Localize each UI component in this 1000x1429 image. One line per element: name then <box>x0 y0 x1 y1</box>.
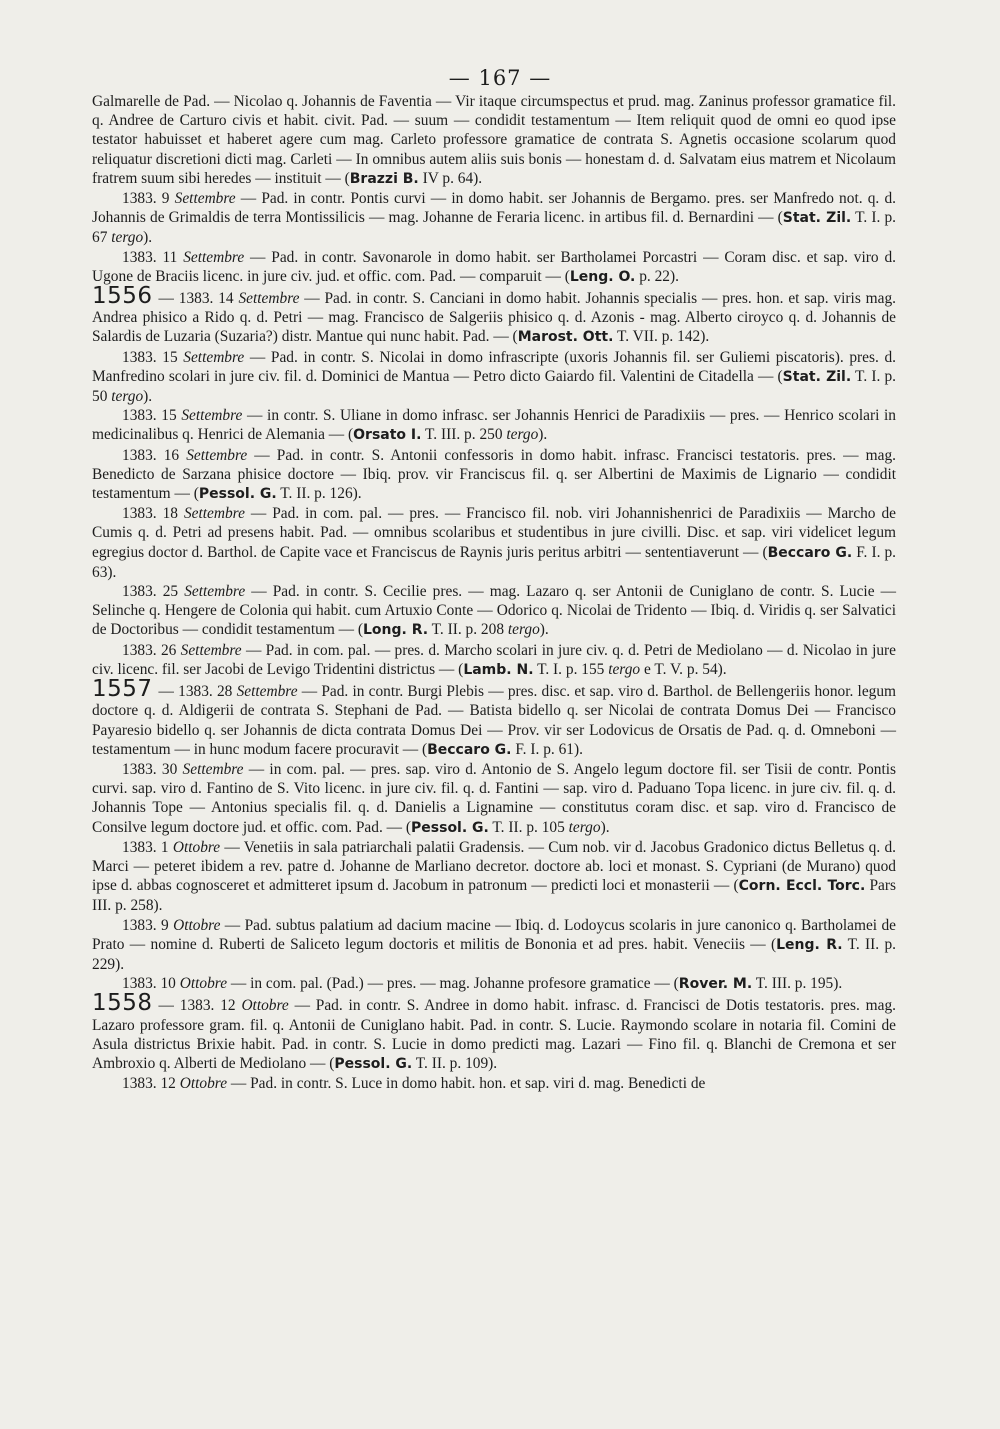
entry-paragraph <box>92 676 897 760</box>
source-reference: Stat. Zil. <box>782 210 852 227</box>
entry-paragraph <box>92 92 896 189</box>
source-reference: Long. R. <box>363 622 429 639</box>
entry-paragraph <box>92 348 896 407</box>
entry-paragraph <box>92 189 896 248</box>
entry-text: 1383. 16 <box>122 446 187 464</box>
entry-paragraph <box>92 446 896 505</box>
entry-text: 1383. 15 <box>122 407 182 425</box>
document-body <box>92 92 896 1093</box>
entry-number: 1557 <box>92 676 153 703</box>
source-reference: Corn. Eccl. Torc. <box>738 878 866 895</box>
source-reference: Rover. M. <box>678 976 753 993</box>
month-name: tergo <box>111 388 144 406</box>
entry-text: F. I. p. 61). <box>511 740 583 758</box>
entry-text: — Pad. in contr. Burgi Plebis — pres. disc. et sap. viro d. Barthol. de Bellengeriis honor. legum doctore q. d. Aldigerii de contrata S. Stephani de Pad. — Batista bidello q. ser Nicolai de contrata Domus Dei — Francisco Payaresio bidello q. ser Johannis de dicta contrata Domus Dei — Prov. vir ser Lodovicus de Orsatis de Pad. q. d. Omneboni — testamentum — in hunc modum facere procuravit — ( <box>92 683 897 758</box>
entry-text: 1383. 1 <box>122 838 173 856</box>
entry-text: Galmarelle de Pad. — Nicolao q. Johannis de Faventia — Vir itaque circumspectus et prud. mag. Zaninus professor gramatice fil. q. Andree de Carturo civis et habit. civit. Pad. — suum — condidit testamentum — Item reliquit quod de omni eo quod ipse testator habuisset et haberet agere cum mag. Carleto professore gramatice de contrata S. Agnetis occasione scolarum quod reliquatur discretioni dicti mag. Carleti — In omnibus autem aliis suis bonis — honestam d. d. Salvatam eius matrem et Nicolaum fratrem suum sibi heredes — instituit — ( <box>92 93 896 187</box>
entry-text: T. II. p. 229). <box>92 935 896 973</box>
entry-text: — Pad. in contr. Savonarole in domo habit. ser Bartholamei Porcastri — Coram disc. et sap. viro d. Ugone de Braciis licenc. in jure civ. jud. et offic. com. Pad. — comparuit — ( <box>92 248 896 285</box>
entry-text: — Pad. in contr. S. Antonii confessoris in domo habit. infrasc. Francisci testatoris. pres. — mag. Benedicto de Sarzana phisice doctore — Ibiq. prov. vir Franciscus fil. q. ser Albertini de Maximis de Lignario — condidit testamentum — ( <box>92 446 897 503</box>
month-name: Settembre <box>181 407 243 425</box>
source-reference: Lamb. N. <box>463 661 534 678</box>
month-name: Settembre <box>236 683 298 701</box>
entry-text: T. VII. p. 142). <box>613 328 710 346</box>
entry-number: 1556 <box>92 283 153 310</box>
entry-text: ). <box>600 818 610 836</box>
entry-text: T. II. p. 105 <box>488 818 569 836</box>
entry-text: 1383. 18 <box>122 505 184 523</box>
month-name: Ottobre <box>179 975 228 993</box>
entry-text: T. II. p. 208 <box>428 621 508 639</box>
entry-paragraph <box>92 760 896 838</box>
entry-text: — Venetiis in sala patriarchali palatii Gradensis. — Cum nob. vir d. Jacobus Gradonico dictus Belletus q. d. Marci — peteret ibidem a rev. patre d. Johanne de Marliano decretor. doctore ab. loci et monast. S. Cypriani (de Murano) quod ipse d. abbas cognosceret et admitteret ipsum d. Jacobum in patronum — predicti loci et monasterii — ( <box>92 838 896 895</box>
entry-paragraph <box>92 406 896 445</box>
entry-text: T. I. p. 50 <box>92 367 896 406</box>
source-reference: Pessol. G. <box>334 1055 413 1072</box>
entry-text: — in com. pal. — pres. sap. viro d. Antonio de S. Angelo legum doctore fil. ser Tisii de contr. Pontis curvi. sap. viro d. Fantino de S. Vito licenc. in jure civ. fil. q. d. Fantini — sap. viro d. Paduano Topa licenc. in jure civ. fil. q. d. Johannis Tope — Antonius specialis fil. q. d. Danielis a Lignamine — constitutus coram disc. et sap. viro d. Francisco de Consilve legum doctore jud. et offic. com. Pad. — ( <box>92 760 896 836</box>
entry-text: e T. V. p. 54). <box>640 660 727 678</box>
entry-text: — Pad. in com. pal. — pres. — Francisco fil. nob. viri Johannishenrici de Paradixiis — Marcho de Cumis q. d. Petri ad presens habit. Pad. — omnibus scolaribus et studentibus in jure civilli. Disc. et sap. viri videlicet legum egregius doctor d. Barthol. de Capite vace et Franciscus de Raynis juris peritus arbitri — sententiaverunt — ( <box>92 505 896 561</box>
entry-text: 1383. 12 <box>122 1075 180 1093</box>
entry-text: 1383. 25 <box>122 583 185 601</box>
month-name: tergo <box>507 621 540 639</box>
page-number: — 167 — <box>448 66 552 90</box>
source-reference: Pessol. G. <box>411 819 489 836</box>
source-reference: Leng. O. <box>569 268 636 285</box>
entry-text: ). <box>143 388 153 406</box>
entry-text: ). <box>539 621 549 639</box>
entry-text: T. II. p. 109). <box>412 1054 498 1072</box>
entry-text: 1383. 15 <box>122 348 184 366</box>
entry-text: p. 22). <box>635 267 679 285</box>
entry-text: ). <box>143 229 153 247</box>
month-name: tergo <box>568 818 601 836</box>
entry-paragraph <box>92 248 896 287</box>
month-name: Settembre <box>182 760 244 778</box>
entry-text: 1383. 11 <box>122 248 184 266</box>
source-reference: Marost. Ott. <box>517 329 614 346</box>
entry-text: 1383. 9 <box>122 916 174 934</box>
entry-text: T. I. p. 155 <box>533 660 609 678</box>
entry-text: T. III. p. 250 <box>421 426 507 444</box>
month-name: Settembre <box>183 505 245 523</box>
entry-text: — Pad. subtus palatium ad dacium macine — Ibiq. d. Lodoycus scolaris in jure canonico q. Bartholamei de Prato — nomine d. Ruberti de Saliceto legum doctoris et militis de Bononia et ad pres. habit. Veneciis — ( <box>92 916 896 953</box>
entry-text: 1383. 30 <box>122 760 183 778</box>
month-name: Settembre <box>238 290 300 308</box>
entry-text: IV p. 64). <box>418 169 483 187</box>
entry-text: ). <box>538 426 548 444</box>
entry-text: F. I. p. 63). <box>92 543 896 581</box>
entry-text: — Pad. in contr. S. Luce in domo habit. hon. et sap. viri d. mag. Benedicti de <box>227 1075 706 1093</box>
month-name: tergo <box>608 660 641 678</box>
month-name: tergo <box>111 229 144 247</box>
month-name: Ottobre <box>241 997 289 1015</box>
entry-paragraph <box>92 916 896 975</box>
month-name: Settembre <box>186 446 248 464</box>
entry-text: T. III. p. 195). <box>752 975 843 993</box>
month-name: Settembre <box>183 248 245 266</box>
entry-text: — Pad. in contr. S. Canciani in domo habit. Johannis specialis — pres. hon. et sap. viris mag. Andrea phisico a Rido q. d. Petri — mag. Francisco de Salgeriis phisico q. d. Azonis - mag. Alberto ciroyco q. d. Johannis de Salardis de Luzaria (Suzaria?) distr. Mantue qui nunc habit. Pad. — ( <box>92 290 896 346</box>
entry-paragraph <box>92 990 896 1074</box>
entry-text: — Pad. in contr. Pontis curvi — in domo habit. ser Johannis de Bergamo. pres. ser Manfredo not. q. d. Johannis de Grimaldis de terra Montissilicis — mag. Johanne de Feraria licenc. in artibus fil. d. Bernardini — ( <box>92 190 896 227</box>
entry-text: — in contr. S. Uliane in domo infrasc. ser Johannis Henrici de Paradixiis — pres. — Henrico scolari in medicinalibus q. Henrici de Alemania — ( <box>92 407 896 444</box>
month-name: tergo <box>506 426 539 444</box>
month-name: Ottobre <box>173 916 221 934</box>
entry-text: — 1383. 12 <box>158 997 242 1015</box>
month-name: Ottobre <box>172 838 221 856</box>
month-name: Settembre <box>184 583 246 601</box>
entry-paragraph <box>92 641 896 680</box>
source-reference: Beccaro G. <box>427 741 512 758</box>
entry-text: T. I. p. 67 <box>92 209 896 247</box>
source-reference: Pessol. G. <box>198 486 277 503</box>
source-reference: Brazzi B. <box>349 170 419 187</box>
entry-paragraph <box>92 974 896 994</box>
entry-text: — Pad. in contr. S. Andree in domo habit. infrasc. d. Francisci de Dotis testatoris. pres. mag. Lazaro professore gram. fil. q. Antonii de Cuniglano habit. Pad. in contr. S. Lucie. Raymondo scolare in notaria fil. Comini de Asula districtus Brixie habit. Pad. in contr. S. Lucie in domo predicti mag. Lazari — Fino fil. q. Blanchi de Cremona et ser Ambroxio q. Alberti de Mediolano — ( <box>92 997 896 1072</box>
entry-text: — Pad. in contr. S. Cecilie pres. — mag. Lazaro q. ser Antonii de Cuniglano de contr. S. Lucie — Selinche q. Hengere de Colonia qui habit. cum Artuxio Conte — Odorico q. Nicolai de Tridento — Ibiq. d. Viridis q. ser Salvatici de Doctoribus — condidit testamentum — ( <box>92 583 897 639</box>
month-name: Settembre <box>183 348 245 366</box>
entry-text: — 1383. 14 <box>158 290 239 308</box>
entry-paragraph <box>92 1074 896 1093</box>
entry-text: 1383. 10 <box>122 975 180 993</box>
entry-paragraph <box>92 582 896 641</box>
month-name: Settembre <box>180 641 242 659</box>
entry-number: 1558 <box>92 990 153 1017</box>
entry-text: 1383. 9 <box>122 190 175 208</box>
month-name: Ottobre <box>179 1075 228 1093</box>
entry-text: 1383. 26 <box>122 641 181 659</box>
source-reference: Orsato I. <box>353 427 422 444</box>
source-reference: Leng. R. <box>776 936 843 953</box>
entry-text: T. II. p. 126). <box>276 485 362 503</box>
entry-paragraph <box>92 504 896 582</box>
entry-text: — 1383. 28 <box>158 683 237 701</box>
source-reference: Stat. Zil. <box>782 368 852 385</box>
entry-text: Pars III. p. 258). <box>92 877 896 915</box>
source-reference: Beccaro G. <box>767 544 853 561</box>
entry-paragraph <box>92 838 896 916</box>
entry-text: — Pad. in contr. S. Nicolai in domo infrascripte (uxoris Johannis fil. ser Guliemi piscatoris). pres. d. Manfredino scolari in jure civ. fil. d. Dominici de Mantua — Petro dicto Gaiardo fil. Valentini de Citadella — ( <box>92 348 896 385</box>
entry-text: — in com. pal. (Pad.) — pres. — mag. Johanne profesore gramatice — ( <box>227 975 679 993</box>
month-name: Settembre <box>174 190 236 208</box>
entry-text: — Pad. in com. pal. — pres. d. Marcho scolari in jure civ. q. d. Petri de Mediolano — d. Nicolao in jure civ. licenc. fil. ser Jacobi de Levigo Tridentini districtus — ( <box>92 641 896 678</box>
entry-paragraph <box>92 283 896 348</box>
